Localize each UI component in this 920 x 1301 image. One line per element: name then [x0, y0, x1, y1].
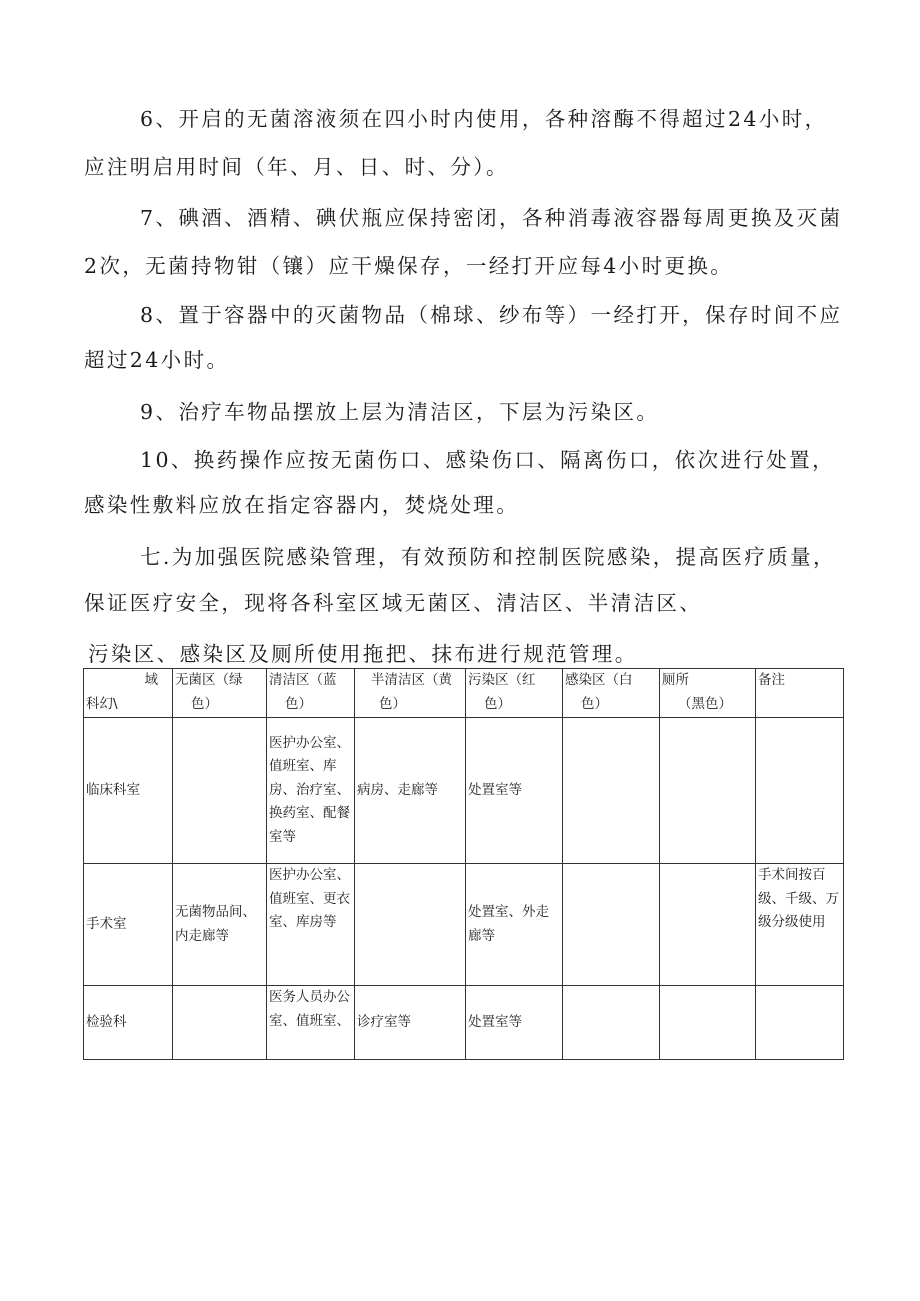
header-sterile-line-2: 色）	[191, 695, 218, 712]
header-semi-line-1: 半清洁区（黄	[371, 672, 452, 688]
toilet-cell	[660, 718, 756, 864]
header-polluted-zone	[466, 669, 563, 718]
header-semi-clean-zone	[355, 669, 466, 718]
toilet-cell	[660, 986, 756, 1060]
table-header-row	[84, 669, 844, 718]
header-polluted-line-2: 色）	[484, 695, 511, 712]
header-infected-zone	[563, 669, 660, 718]
polluted-cell: 处置室等	[466, 986, 563, 1060]
section-7-line-2: 保证医疗安全，现将各科室区域无菌区、清洁区、半清洁区、	[84, 591, 703, 615]
infected-cell	[563, 864, 660, 986]
header-sterile-zone	[173, 669, 267, 718]
header-toilet-line-1: 厕所	[662, 672, 689, 688]
paragraph-6-line-2: 应注明启用时间（年、月、日、时、分）。	[84, 155, 509, 179]
dept-cell: 手术室	[84, 864, 173, 986]
table-row-laboratory	[84, 986, 844, 1060]
sterile-cell: 无菌物品间、内走廊等	[173, 864, 267, 986]
clean-cell: 医护办公室、值班室、库房、治疗室、换药室、配餐室等	[267, 718, 355, 864]
sterile-cell	[173, 718, 267, 864]
paragraph-10-line-2: 感染性敷料应放在指定容器内，焚烧处理。	[84, 493, 520, 517]
paragraph-9-line-1: 9、治疗车物品摆放上层为清洁区，下层为污染区。	[140, 400, 660, 424]
section-7-line-3: 污染区、感染区及厕所使用拖把、抹布进行规范管理。	[88, 642, 638, 666]
header-corner-top: 域	[144, 672, 158, 688]
infected-cell	[563, 718, 660, 864]
notes-cell: 手术间按百级、千级、万级分级使用	[756, 864, 844, 986]
paragraph-6-line-1: 6、开启的无菌溶液须在四小时内使用，各种溶酶不得超过24小时，	[140, 107, 828, 131]
semi-clean-cell	[355, 864, 466, 986]
table-row-operating-room	[84, 864, 844, 986]
paragraph-8-line-1: 8、置于容器中的灭菌物品（棉球、纱布等）一经打开，保存时间不应	[140, 303, 843, 327]
header-corner-bottom: 科幻\	[86, 695, 118, 712]
clean-cell: 医护办公室、值班室、更衣室、库房等	[267, 864, 355, 986]
notes-cell	[756, 986, 844, 1060]
header-clean-line-1: 清洁区（蓝	[269, 672, 337, 688]
clean-cell: 医务人员办公室、值班室、	[267, 986, 355, 1060]
polluted-cell: 处置室等	[466, 718, 563, 864]
paragraph-7-line-1: 7、碘酒、酒精、碘伏瓶应保持密闭，各种消毒液容器每周更换及灭菌	[140, 206, 843, 230]
table-row-clinical	[84, 718, 844, 864]
sterile-cell	[173, 986, 267, 1060]
semi-clean-cell: 病房、走廊等	[355, 718, 466, 864]
header-clean-line-2: 色）	[285, 695, 312, 712]
notes-cell	[756, 718, 844, 864]
infected-cell	[563, 986, 660, 1060]
header-semi-line-2: 色）	[379, 695, 406, 712]
toilet-cell	[660, 864, 756, 986]
paragraph-8-line-2: 超过24小时。	[84, 348, 230, 372]
polluted-cell: 处置室、外走廊等	[466, 864, 563, 986]
header-infected-line-2: 色）	[581, 695, 608, 712]
dept-cell: 检验科	[84, 986, 173, 1060]
paragraph-10-line-1: 10、换药操作应按无菌伤口、感染伤口、隔离伤口，依次进行处置，	[140, 448, 835, 472]
dept-cell: 临床科室	[84, 718, 173, 864]
semi-clean-cell: 诊疗室等	[355, 986, 466, 1060]
cleaning-zone-table	[83, 668, 844, 1060]
section-7-line-1: 七.为加强医院感染管理，有效预防和控制医院感染，提高医疗质量，	[140, 545, 836, 569]
header-toilet	[660, 669, 756, 718]
header-clean-zone	[267, 669, 355, 718]
header-polluted-line-1: 污染区（红	[468, 672, 536, 688]
header-infected-line-1: 感染区（白	[565, 672, 633, 688]
header-corner-cell	[84, 669, 173, 718]
header-toilet-line-2: （黑色）	[678, 695, 732, 712]
paragraph-7-line-2: 2次，无菌持物钳（镶）应干燥保存，一经打开应每4小时更换。	[84, 254, 734, 278]
header-sterile-line-1: 无菌区（绿	[175, 672, 243, 688]
header-notes: 备注	[756, 669, 844, 718]
